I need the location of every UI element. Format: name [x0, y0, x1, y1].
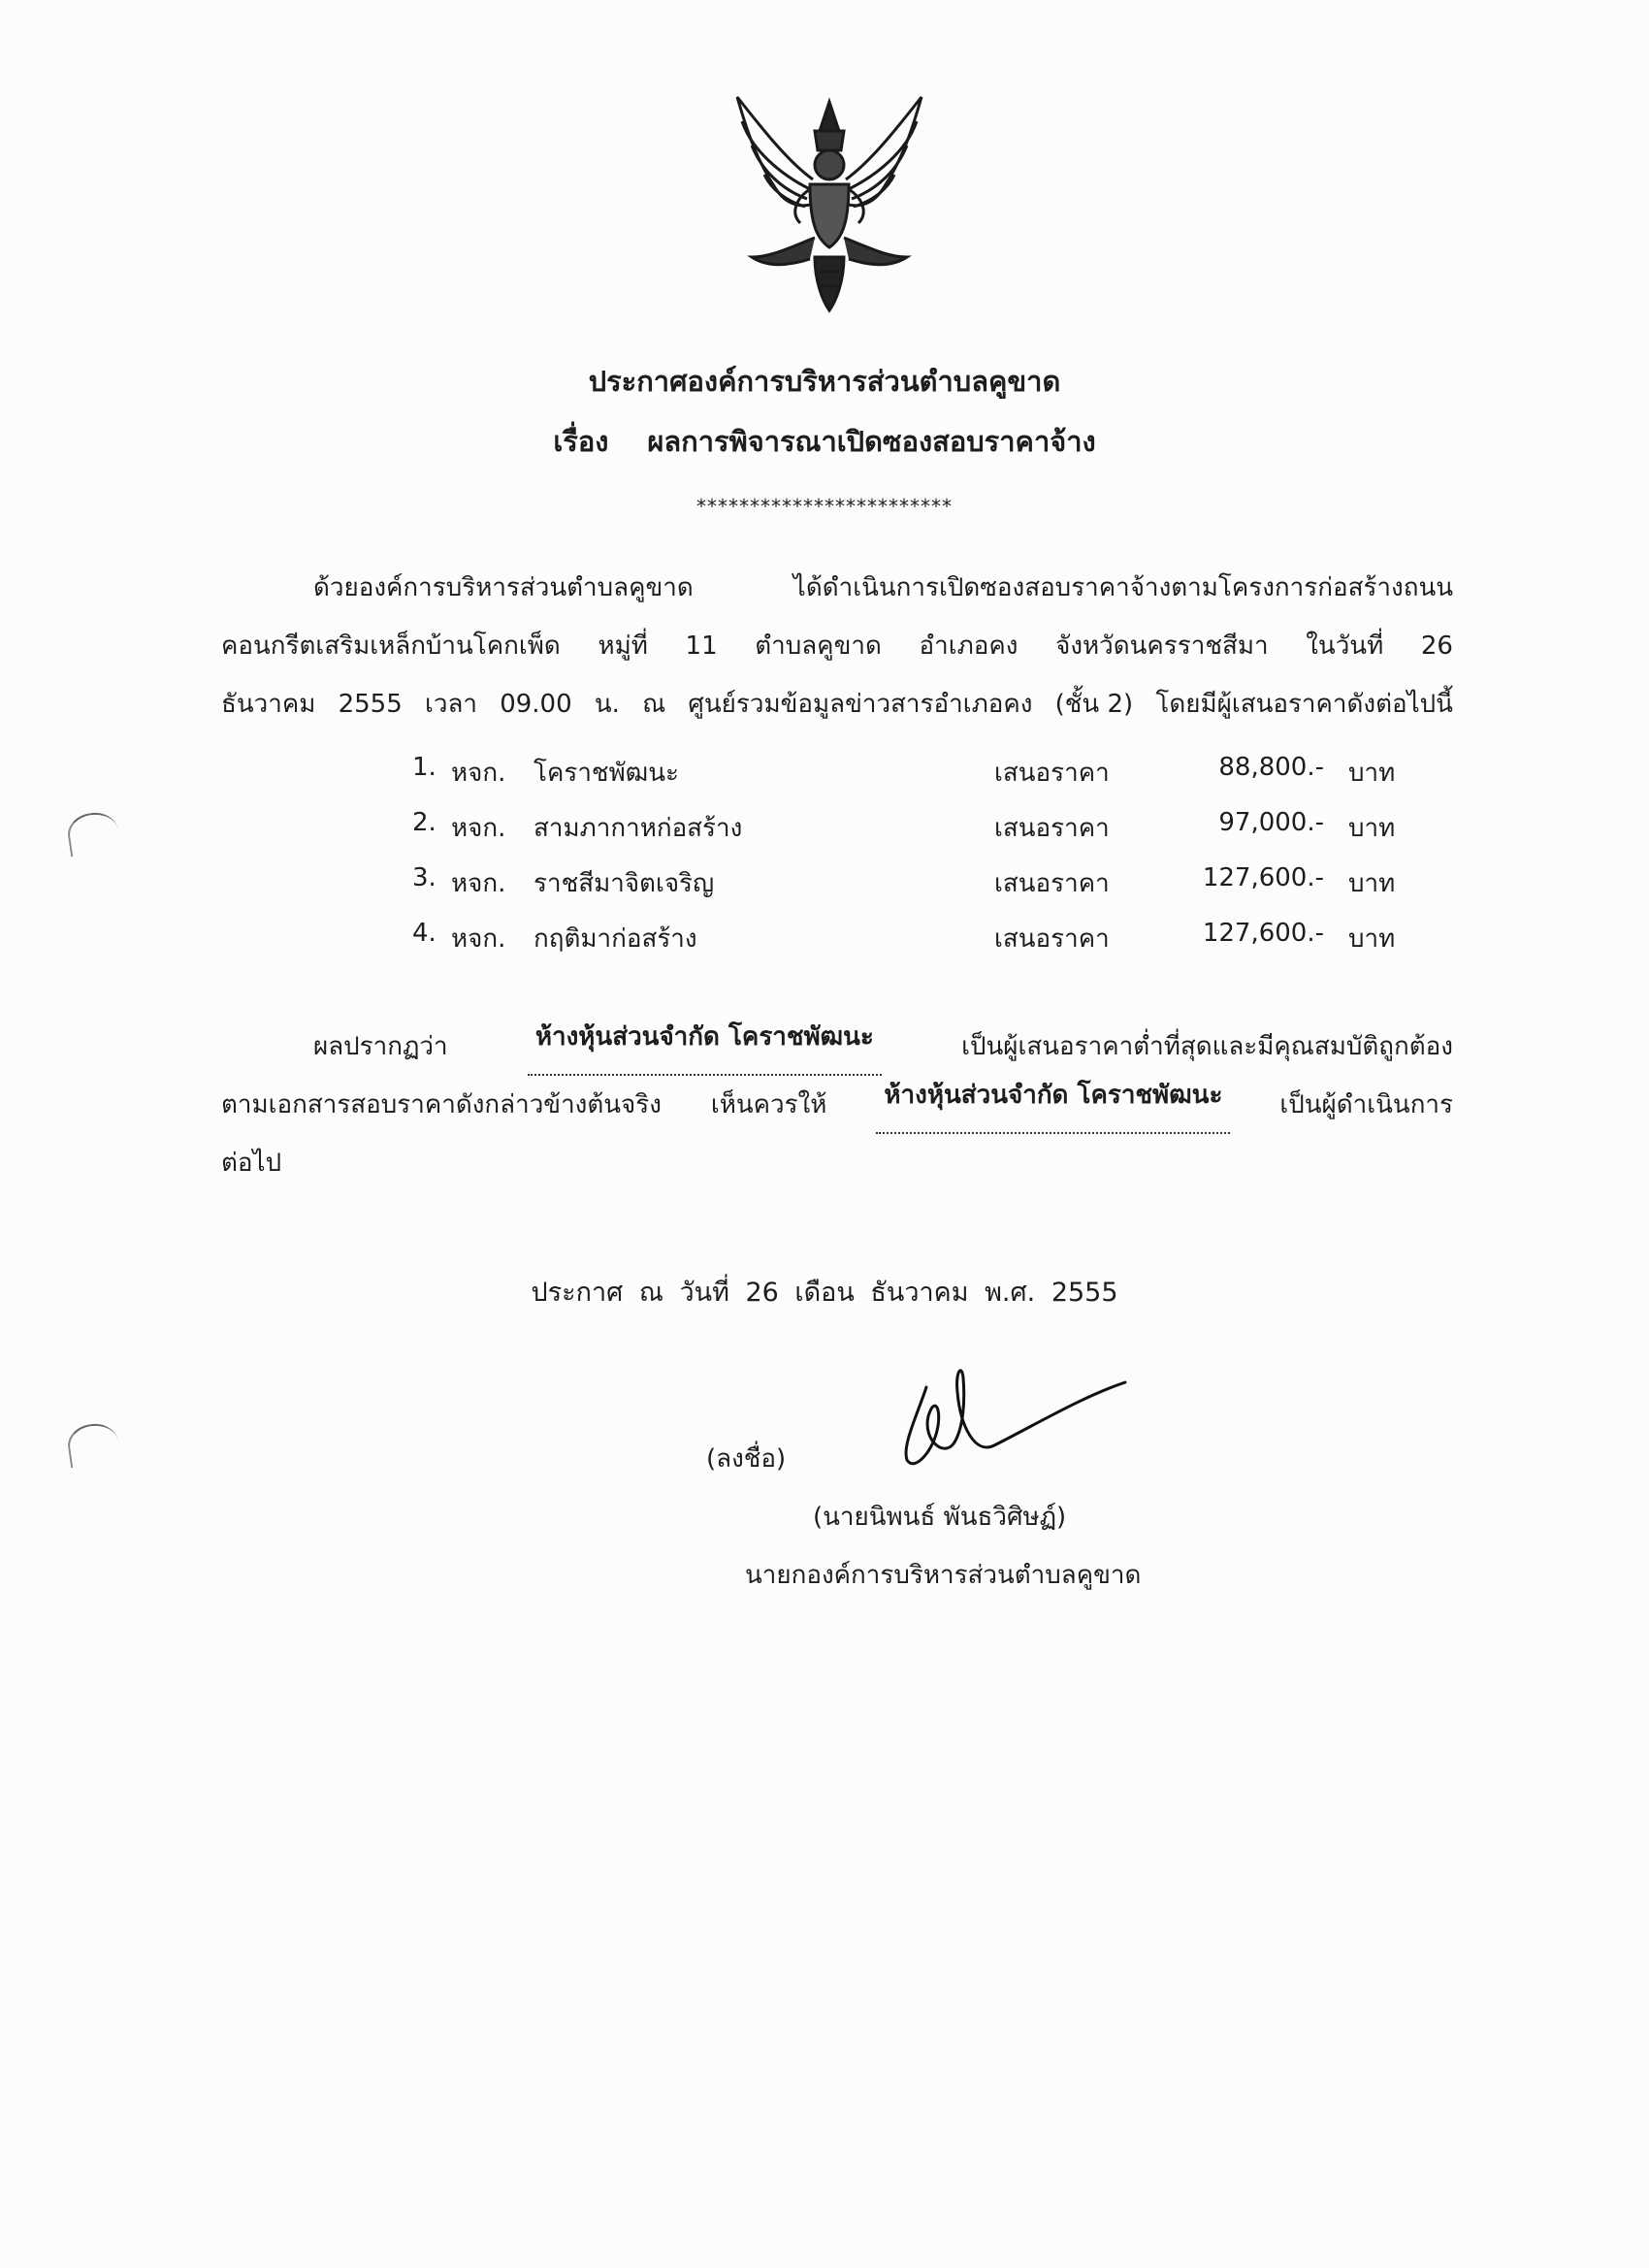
announcement-subject	[0, 419, 1649, 464]
bid-prefix: หจก.	[451, 759, 506, 788]
announcement-title: ประกาศองค์การบริหารส่วนตำบลคูขาด	[588, 365, 1061, 398]
list-item	[412, 919, 1396, 973]
announcement-date: ประกาศ ณ วันที่ 26 เดือน ธันวาคม พ.ศ. 2555	[531, 1278, 1118, 1308]
intro-text: ในวันที่	[1306, 632, 1384, 661]
bid-amount: 127,600.-	[1202, 863, 1324, 892]
result-line-2	[221, 1076, 1453, 1134]
bid-prefix: หจก.	[451, 924, 506, 954]
intro-text: 2555	[338, 690, 403, 719]
intro-text: โดยมีผู้เสนอราคาดังต่อไปนี้	[1155, 690, 1453, 719]
bidder-name: สามภากาหก่อสร้าง	[534, 814, 743, 843]
bid-number: 4.	[412, 919, 436, 948]
bid-currency: บาท	[1348, 924, 1396, 954]
bid-label: เสนอราคา	[994, 759, 1110, 788]
list-item	[412, 808, 1396, 862]
bid-label: เสนอราคา	[994, 814, 1110, 843]
winner-name: ห้างหุ้นส่วนจำกัด โคราชพัฒนะ	[528, 1018, 882, 1076]
bid-currency: บาท	[1348, 814, 1396, 843]
intro-paragraph	[221, 559, 1453, 733]
result-paragraph	[221, 1018, 1453, 1192]
intro-line-2	[221, 617, 1453, 675]
intro-text: ตำบลคูขาด	[755, 632, 882, 661]
result-text: เห็นควรให้	[710, 1090, 827, 1119]
bid-prefix: หจก.	[451, 814, 506, 843]
intro-text: ณ	[642, 690, 666, 719]
result-line-1	[221, 1018, 1453, 1076]
intro-text: อำเภอคง	[919, 632, 1018, 661]
intro-text: ด้วยองค์การบริหารส่วนตำบลคูขาด	[313, 573, 694, 602]
bid-prefix: หจก.	[451, 869, 506, 898]
winner-name: ห้างหุ้นส่วนจำกัด โคราชพัฒนะ	[876, 1076, 1230, 1134]
intro-text: ธันวาคม	[221, 690, 316, 719]
garuda-emblem-icon	[718, 92, 941, 315]
intro-text: ได้ดำเนินการเปิดซองสอบราคาจ้างตามโครงการก่อสร้างถนน	[792, 573, 1453, 602]
intro-text: น.	[594, 690, 620, 719]
bid-label: เสนอราคา	[994, 869, 1110, 898]
subject-label: เรื่อง	[553, 425, 609, 458]
bid-currency: บาท	[1348, 869, 1396, 898]
bid-amount: 97,000.-	[1218, 808, 1324, 837]
result-text: ผลปรากฏว่า	[313, 1032, 448, 1061]
bid-label: เสนอราคา	[994, 924, 1110, 954]
bid-currency: บาท	[1348, 759, 1396, 788]
handwritten-signature	[888, 1348, 1130, 1474]
intro-text: คอนกรีตเสริมเหล็กบ้านโคกเพ็ด	[221, 632, 561, 661]
signer-position: นายกองค์การบริหารส่วนตำบลคูขาด	[745, 1561, 1142, 1590]
subject-text: ผลการพิจารณาเปิดซองสอบราคาจ้าง	[647, 425, 1096, 458]
result-text: ต่อไป	[221, 1149, 282, 1178]
punch-hole	[65, 1421, 120, 1469]
intro-text: 26	[1420, 632, 1453, 661]
separator: ************************	[696, 495, 953, 518]
intro-text: ศูนย์รวมข้อมูลข่าวสารอำเภอคง	[688, 690, 1033, 719]
sign-label: (ลงชื่อ)	[706, 1444, 787, 1474]
list-item	[412, 753, 1396, 807]
intro-line-3	[221, 675, 1453, 733]
intro-line-1	[221, 559, 1453, 617]
bidder-name: ราชสีมาจิตเจริญ	[534, 869, 715, 898]
punch-hole	[65, 810, 120, 858]
bid-number: 2.	[412, 808, 436, 837]
list-item	[412, 863, 1396, 918]
bid-number: 3.	[412, 863, 436, 892]
intro-text: 09.00	[500, 690, 572, 719]
bid-amount: 127,600.-	[1202, 919, 1324, 948]
intro-text: จังหวัดนครราชสีมา	[1055, 632, 1269, 661]
result-line-3	[221, 1134, 1453, 1192]
bid-number: 1.	[412, 753, 436, 782]
result-text: เป็นผู้ดำเนินการ	[1279, 1090, 1453, 1119]
result-text: เป็นผู้เสนอราคาต่ำที่สุดและมีคุณสมบัติถูกต้อง	[961, 1032, 1453, 1061]
intro-text: 11	[685, 632, 718, 661]
intro-text: เวลา	[424, 690, 477, 719]
signer-name: (นายนิพนธ์ พันธวิศิษฏ์)	[813, 1503, 1067, 1532]
bidder-name: โคราชพัฒนะ	[534, 759, 679, 788]
result-text: ตามเอกสารสอบราคาดังกล่าวข้างต้นจริง	[221, 1090, 662, 1119]
intro-text: หมู่ที่	[598, 632, 648, 661]
intro-text: (ชั้น 2)	[1054, 690, 1134, 719]
bid-amount: 88,800.-	[1218, 753, 1324, 782]
bidder-name: กฤติมาก่อสร้าง	[534, 924, 697, 954]
